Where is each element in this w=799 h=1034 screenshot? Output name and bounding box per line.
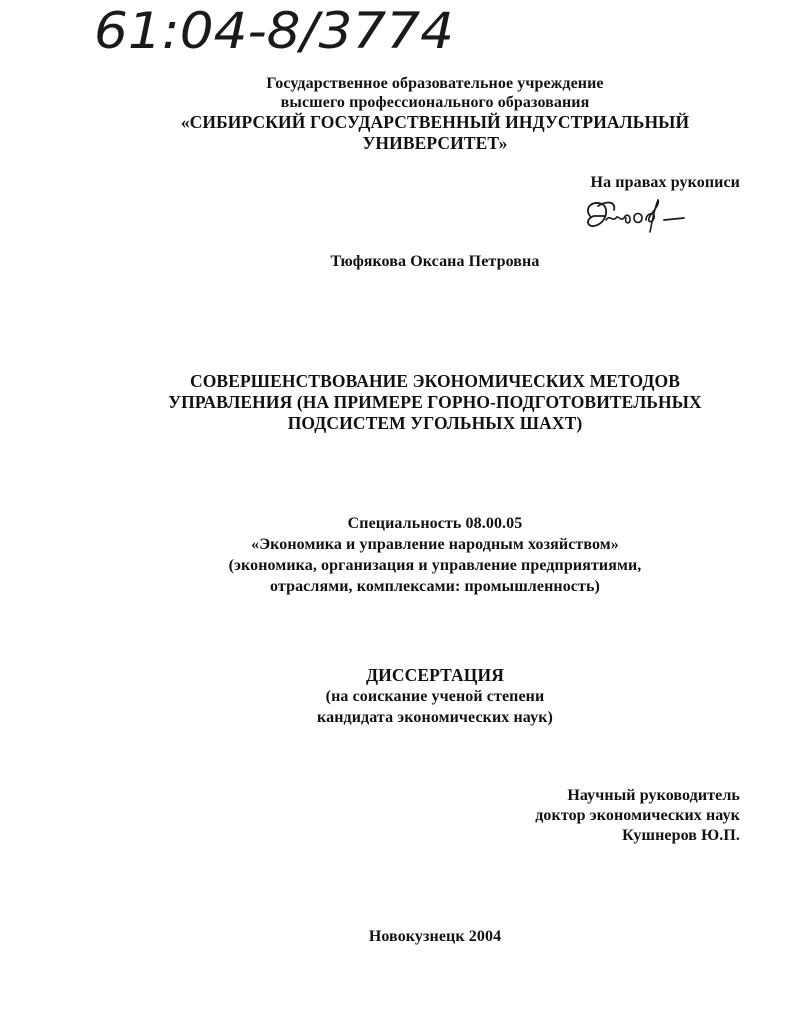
author-signature <box>580 196 692 236</box>
handwritten-archive-code <box>90 4 460 58</box>
university-name <box>130 112 740 154</box>
institution-header <box>150 74 720 112</box>
institution-line-2: высшего профессионального образования <box>280 94 590 111</box>
specialty-name: «Экономика и управление народным хозяйством» <box>251 536 619 553</box>
dissertation-heading: ДИССЕРТАЦИЯ <box>366 665 504 685</box>
svg-text:61:04-8/3774: 61:04-8/3774 <box>94 4 454 58</box>
title-line-3: ПОДСИСТЕМ УГОЛЬНЫХ ШАХТ) <box>287 413 583 433</box>
supervisor-degree: доктор экономических наук <box>535 807 740 824</box>
dissertation-block <box>200 665 670 728</box>
city-year: Новокузнецк 2004 <box>368 928 502 945</box>
specialty-block <box>140 513 730 597</box>
title-line-1: СОВЕРШЕНСТВОВАНИЕ ЭКОНОМИЧЕСКИХ МЕТОДОВ <box>189 371 680 391</box>
university-line-1: «СИБИРСКИЙ ГОСУДАРСТВЕННЫЙ ИНДУСТРИАЛЬНЫЙ <box>180 112 690 132</box>
specialty-code: Специальность 08.00.05 <box>347 515 523 532</box>
supervisor-role: Научный руководитель <box>567 787 740 804</box>
rights-note: На правах рукописи <box>590 174 740 191</box>
author-name: Тюфякова Оксана Петровна <box>330 253 540 270</box>
supervisor-name: Кушнеров Ю.П. <box>622 827 740 844</box>
dissertation-title <box>120 371 750 434</box>
degree-line-2: кандидата экономических наук) <box>317 709 553 726</box>
supervisor-block <box>420 786 740 846</box>
specialty-detail-2: отраслями, комплексами: промышленность) <box>270 578 600 595</box>
title-line-2: УПРАВЛЕНИЯ (НА ПРИМЕРЕ ГОРНО-ПОДГОТОВИТЕЛЬНЫХ <box>168 392 702 412</box>
institution-line-1: Государственное образовательное учреждение <box>266 75 604 92</box>
specialty-detail-1: (экономика, организация и управление предприятиями, <box>228 557 642 574</box>
university-line-2: УНИВЕРСИТЕТ» <box>362 133 508 153</box>
degree-line-1: (на соискание ученой степени <box>325 688 545 705</box>
